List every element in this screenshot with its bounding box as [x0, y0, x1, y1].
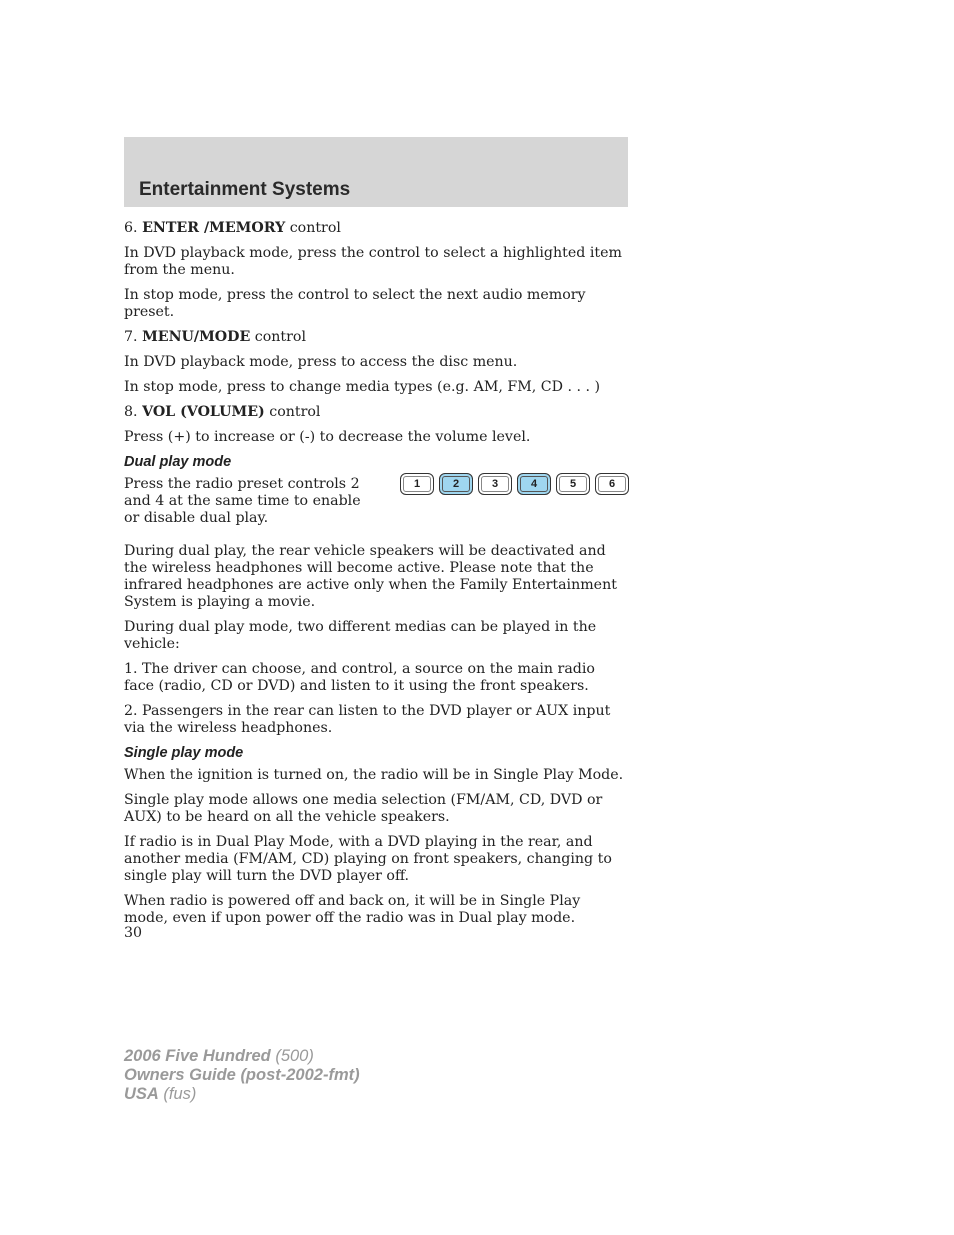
paragraph: 2. Passengers in the rear can listen to the DVD player or AUX input via the wireless headphones. [124, 703, 611, 736]
item-menu-heading [124, 329, 628, 346]
paragraph: During dual play mode, two different medias can be played in the vehicle: [124, 619, 597, 652]
paragraph: Single play mode allows one media selection (FM/AM, CD, DVD or AUX) to be heard on all the vehicle speakers. [124, 792, 603, 825]
paragraph: When radio is powered off and back on, it will be in Single Play mode, even if upon power off the radio was in Dual play mode. [124, 893, 581, 926]
footer-model: 2006 Five Hundred [124, 1047, 271, 1065]
preset-button-6: 6 [595, 473, 629, 495]
paragraph: Press (+) to increase or (-) to decrease the volume level. [124, 429, 531, 445]
document-footer [124, 1047, 360, 1104]
item-number: 6. [124, 220, 138, 236]
paragraph: 1. The driver can choose, and control, a source on the main radio face (radio, CD or DVD) and listen to it using the front speakers. [124, 661, 595, 694]
single-play-heading: Single play mode [124, 745, 244, 761]
paragraph: When the ignition is turned on, the radio will be in Single Play Mode. [124, 767, 624, 783]
section-header-band [124, 137, 628, 207]
page-number: 30 [124, 925, 143, 941]
item-control-name: ENTER /MEMORY [142, 220, 286, 236]
preset-button-5: 5 [556, 473, 590, 495]
item-suffix: control [250, 329, 306, 345]
footer-line-2 [124, 1066, 360, 1085]
preset-button-1: 1 [400, 473, 434, 495]
paragraph: If radio is in Dual Play Mode, with a DVD playing in the rear, and another media (FM/AM, CD) playing on front speakers, changing to single play will turn the DVD player off. [124, 834, 612, 884]
paragraph: During dual play, the rear vehicle speakers will be deactivated and the wireless headphones will become active. Please note that the infrared headphones are active only when the Family Entertainment System is playing a movie. [124, 543, 617, 610]
paragraph: In stop mode, press the control to select the next audio memory preset. [124, 287, 586, 320]
preset-button-2: 2 [439, 473, 473, 495]
paragraph: In DVD playback mode, press to access the disc menu. [124, 354, 518, 370]
dual-play-intro-row [124, 476, 628, 535]
footer-market-code: (fus) [158, 1085, 197, 1103]
preset-button-4: 4 [517, 473, 551, 495]
section-title: Entertainment Systems [139, 179, 351, 200]
item-control-name: MENU/MODE [142, 329, 251, 345]
item-number: 8. [124, 404, 138, 420]
paragraph: Press the radio preset controls 2 and 4 at the same time to enable or disable dual play. [124, 476, 361, 526]
item-suffix: control [264, 404, 321, 420]
page-content [124, 220, 628, 935]
footer-line-3 [124, 1085, 360, 1104]
preset-buttons-illustration [400, 473, 629, 495]
item-enter-heading [124, 220, 628, 237]
item-vol-heading [124, 404, 628, 421]
paragraph: In DVD playback mode, press the control to select a highlighted item from the menu. [124, 245, 622, 278]
footer-market: USA [124, 1085, 159, 1103]
item-number: 7. [124, 329, 138, 345]
preset-button-3: 3 [478, 473, 512, 495]
item-control-name: VOL (VOLUME) [142, 404, 265, 420]
footer-line-1 [124, 1047, 360, 1066]
footer-model-code: (500) [270, 1047, 314, 1065]
paragraph: In stop mode, press to change media types (e.g. AM, FM, CD . . . ) [124, 379, 601, 395]
item-suffix: control [285, 220, 341, 236]
footer-guide: Owners Guide (post-2002-fmt) [124, 1066, 360, 1084]
dual-play-heading: Dual play mode [124, 454, 232, 470]
